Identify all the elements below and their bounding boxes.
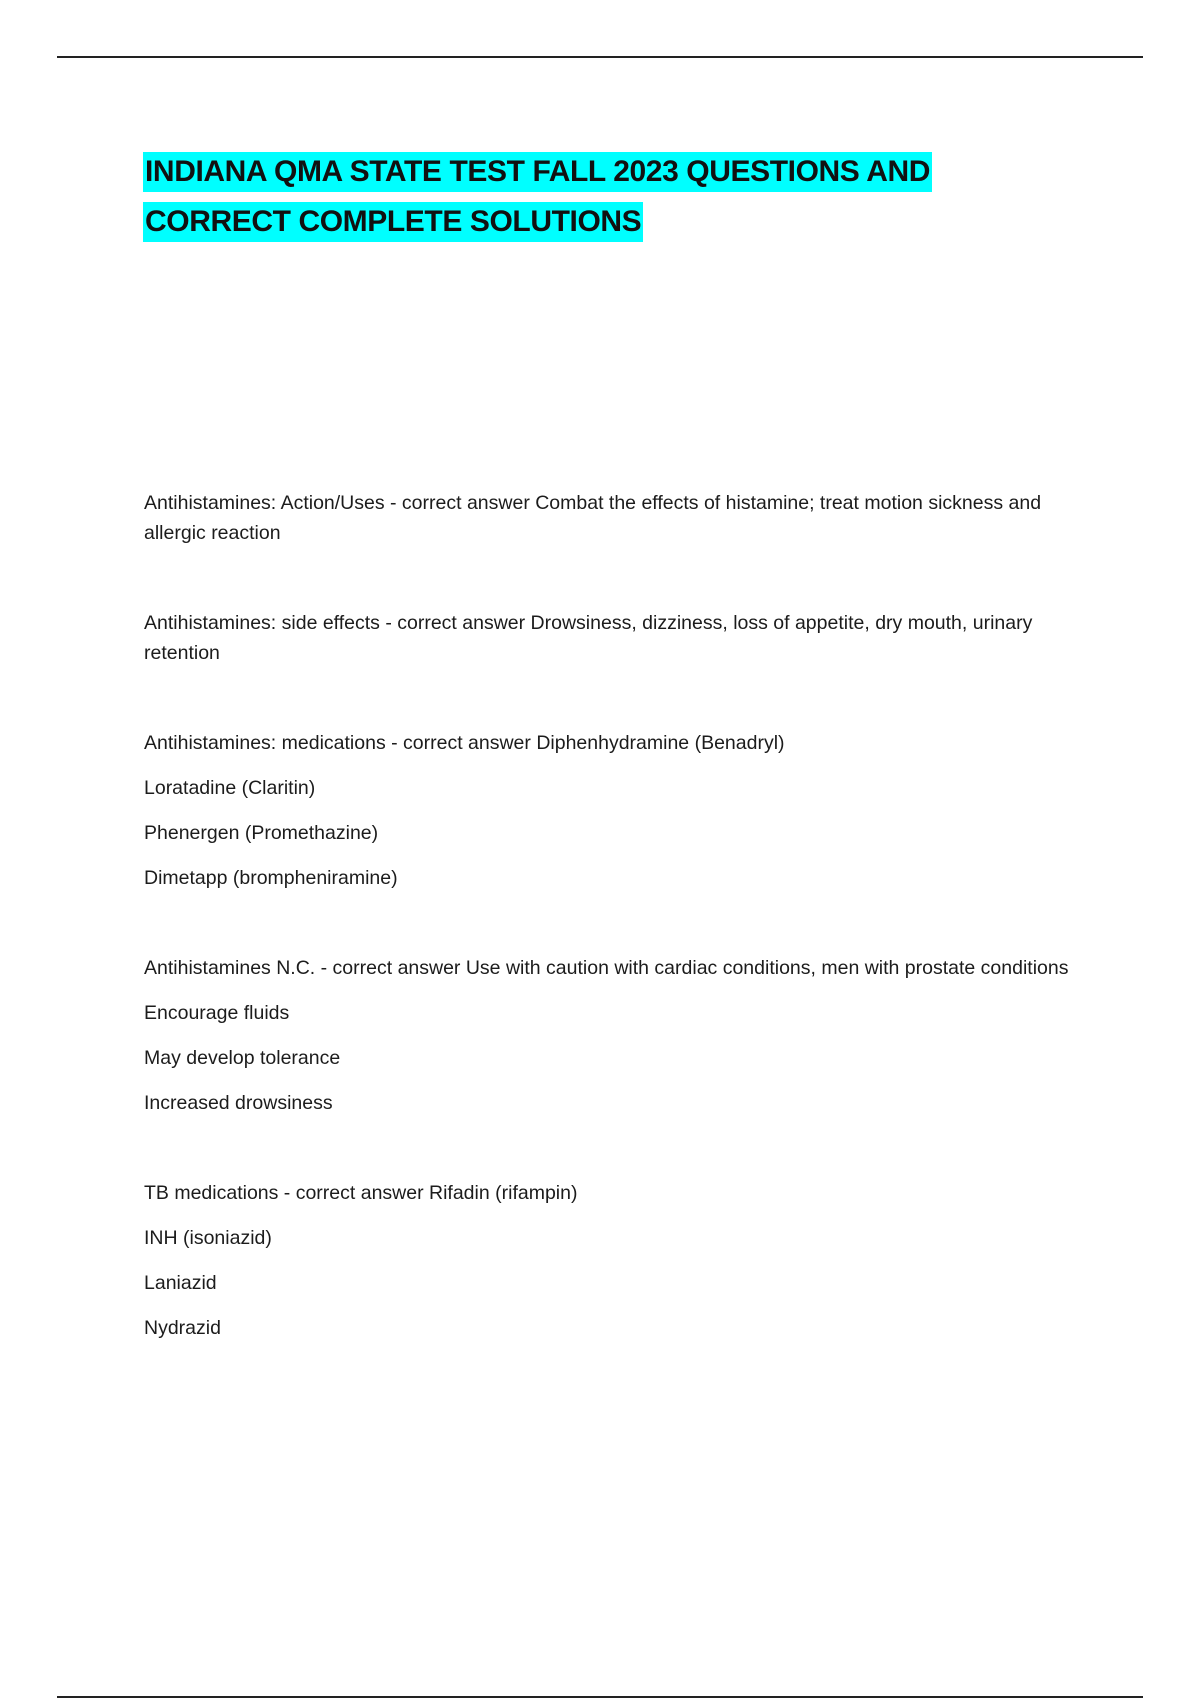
qa-entry xyxy=(144,728,1094,893)
qa-text: Antihistamines: Action/Uses - correct answer Combat the effects of histamine; treat motion sickness and allergic reaction xyxy=(144,492,1042,544)
qa-extra-line: INH (isoniazid) xyxy=(144,1227,272,1249)
qa-extra-line: May develop tolerance xyxy=(144,1047,341,1069)
qa-text: Antihistamines: side effects - correct answer Drowsiness, dizziness, loss of appetite, dry mouth, urinary retention xyxy=(144,612,1033,664)
qa-extra-line: Increased drowsiness xyxy=(144,1092,333,1114)
qa-text: TB medications - correct answer Rifadin (rifampin) xyxy=(144,1182,578,1204)
footer-rule xyxy=(57,1696,1143,1698)
title-line-1: INDIANA QMA STATE TEST FALL 2023 QUESTIONS AND xyxy=(143,152,932,192)
qa-entry xyxy=(144,953,1094,1118)
qa-extra-line: Phenergen (Promethazine) xyxy=(144,822,379,844)
qa-extra-line: Loratadine (Claritin) xyxy=(144,777,316,799)
qa-entry xyxy=(144,608,1094,668)
qa-text: Antihistamines N.C. - correct answer Use with caution with cardiac conditions, men with prostate conditions xyxy=(144,957,1069,979)
qa-extra-line: Laniazid xyxy=(144,1272,217,1294)
title-line-2: CORRECT COMPLETE SOLUTIONS xyxy=(143,202,643,242)
qa-extra-line: Dimetapp (brompheniramine) xyxy=(144,867,398,889)
qa-extra-line: Nydrazid xyxy=(144,1317,221,1339)
qa-extra-line: Encourage fluids xyxy=(144,1002,290,1024)
qa-entry xyxy=(144,1178,1094,1343)
qa-entry xyxy=(144,488,1094,548)
header-rule xyxy=(57,56,1143,58)
qa-list xyxy=(144,488,1094,1343)
qa-text: Antihistamines: medications - correct answer Diphenhydramine (Benadryl) xyxy=(144,732,785,754)
document-title xyxy=(143,147,932,247)
